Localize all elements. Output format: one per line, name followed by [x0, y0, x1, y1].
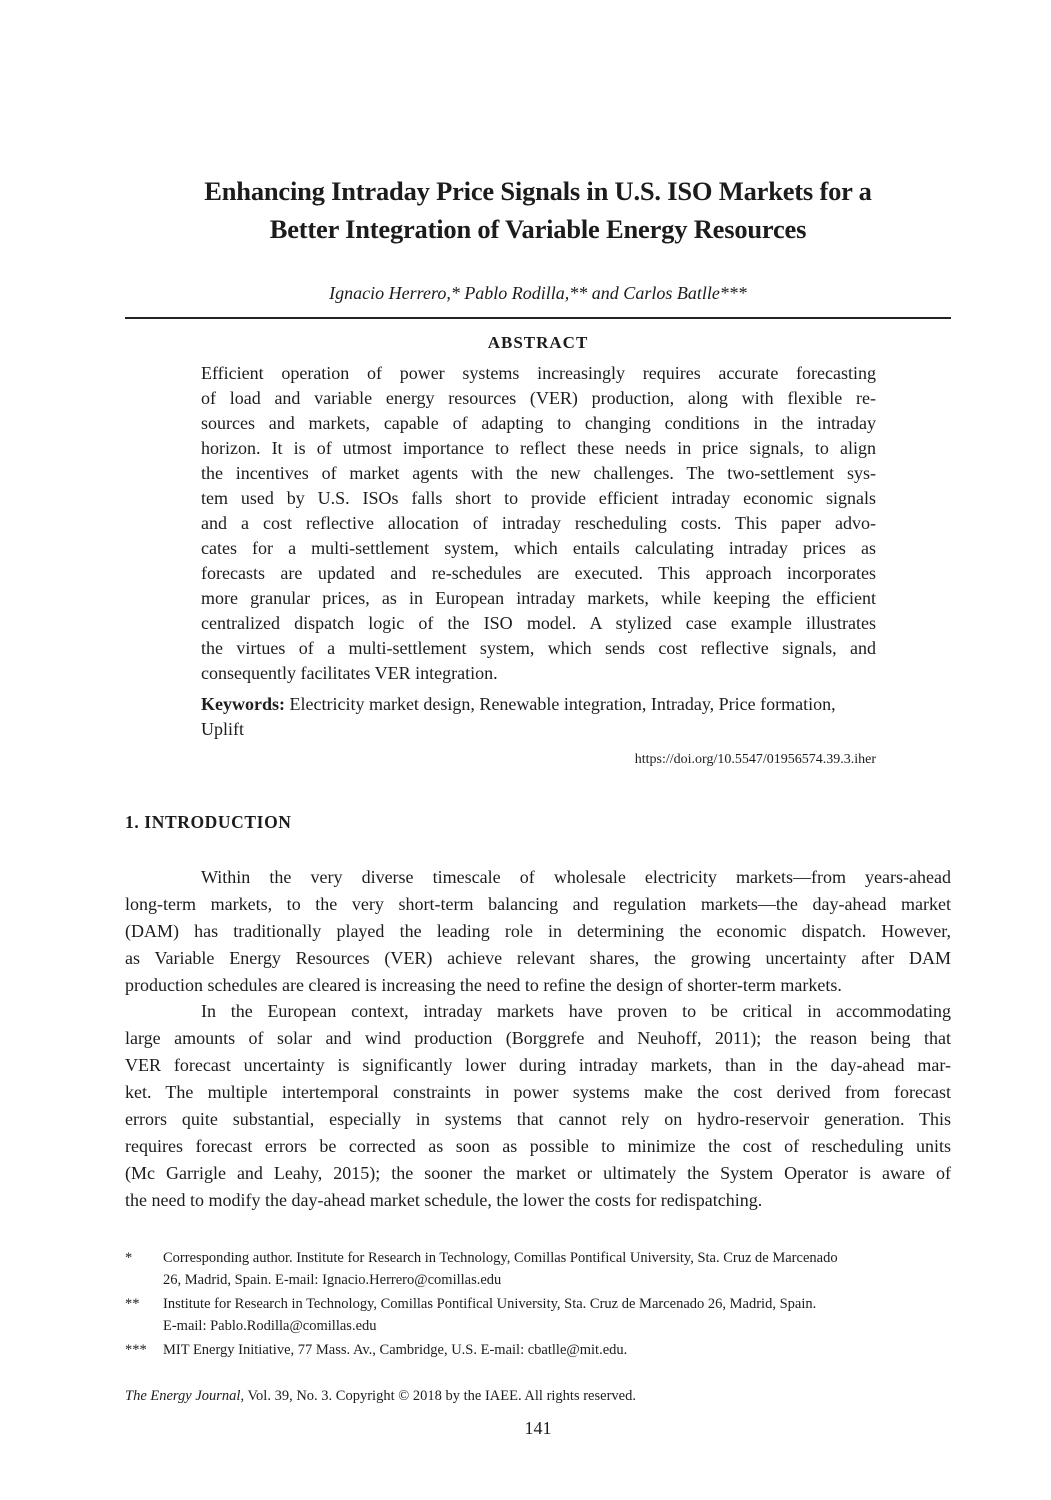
footnote: [125, 1339, 951, 1361]
abstract-line: and a cost reflective allocation of intraday rescheduling costs. This paper advo-: [201, 513, 876, 533]
keywords-label: Keywords:: [201, 694, 285, 714]
footnote-line: Institute for Research in Technology, Comillas Pontifical University, Sta. Cruz de Marcenado 26, Madrid, Spain.: [163, 1296, 817, 1312]
title-line-2: Better Integration of Variable Energy Resources: [269, 214, 807, 244]
footnote-mark: *: [125, 1250, 133, 1266]
intro-line: large amounts of solar and wind production (Borggrefe and Neuhoff, 2011); the reason being that: [125, 1028, 951, 1049]
keywords: [201, 692, 876, 742]
journal-copyright: , Vol. 39, No. 3. Copyright © 2018 by the IAEE. All rights reserved.: [240, 1388, 636, 1404]
footnotes: [125, 1247, 951, 1363]
intro-line: as Variable Energy Resources (VER) achieve relevant shares, the growing uncertainty after DAM: [125, 947, 951, 968]
footnote-mark: ***: [125, 1342, 147, 1358]
page-number: 141: [524, 1418, 552, 1438]
keywords-text: Electricity market design, Renewable integration, Intraday, Price formation, Uplift: [201, 694, 836, 739]
abstract-heading: ABSTRACT: [487, 333, 589, 352]
abstract-line: the virtues of a multi-settlement system, which sends cost reflective signals, and: [201, 638, 876, 658]
intro-line: long-term markets, to the very short-term balancing and regulation markets—the day-ahead market: [125, 893, 951, 914]
abstract-line: more granular prices, as in European intraday markets, while keeping the efficient: [201, 588, 876, 608]
footnote: [125, 1247, 951, 1291]
doi-link[interactable]: https://doi.org/10.5547/01956574.39.3.iher: [634, 752, 876, 767]
footnote-line: Corresponding author. Institute for Research in Technology, Comillas Pontifical University, Sta. Cruz de Marcenado: [163, 1250, 838, 1266]
abstract-body: [201, 361, 876, 686]
abstract-line: cates for a multi-settlement system, which entails calculating intraday prices as: [201, 538, 876, 558]
footnote-mark: **: [125, 1296, 140, 1312]
abstract-line: consequently facilitates VER integration.: [201, 663, 498, 683]
abstract-line: sources and markets, capable of adapting to changing conditions in the intraday: [201, 413, 876, 433]
intro-paragraph: [125, 998, 951, 1213]
author-list: Ignacio Herrero,* Pablo Rodilla,** and Carlos Batlle***: [329, 283, 747, 303]
title-divider: [125, 317, 951, 319]
journal-name: The Energy Journal: [125, 1388, 241, 1404]
abstract-line: centralized dispatch logic of the ISO model. A stylized case example illustrates: [201, 613, 876, 633]
footnote-line: MIT Energy Initiative, 77 Mass. Av., Cambridge, U.S. E-mail: cbatlle@mit.edu.: [163, 1342, 628, 1358]
title-line-1: Enhancing Intraday Price Signals in U.S. ISO Markets for a: [204, 176, 872, 206]
intro-line: production schedules are cleared is increasing the need to refine the design of shorter-term markets.: [125, 974, 842, 995]
abstract-line: of load and variable energy resources (VER) production, along with flexible re-: [201, 388, 876, 408]
footnote-line: E-mail: Pablo.Rodilla@comillas.edu: [163, 1318, 377, 1334]
intro-line: ket. The multiple intertemporal constraints in power systems make the cost derived from forecast: [125, 1082, 951, 1103]
intro-line: (DAM) has traditionally played the leading role in determining the economic dispatch. However,: [125, 920, 951, 941]
intro-line: Within the very diverse timescale of wholesale electricity markets—from years-ahead: [201, 867, 951, 887]
intro-paragraph: [125, 864, 951, 998]
introduction-body: [125, 864, 951, 1214]
paper-title: [125, 172, 951, 248]
section-heading-introduction: 1. INTRODUCTION: [125, 812, 292, 832]
intro-line: In the European context, intraday markets have proven to be critical in accommodating: [201, 1001, 951, 1022]
abstract-line: the incentives of market agents with the new challenges. The two-settlement sys-: [201, 463, 876, 483]
abstract-line: forecasts are updated and re-schedules are executed. This approach incorporates: [201, 563, 876, 583]
abstract-line: tem used by U.S. ISOs falls short to provide efficient intraday economic signals: [201, 488, 876, 508]
intro-line: (Mc Garrigle and Leahy, 2015); the sooner the market or ultimately the System Operator is aware of: [125, 1162, 951, 1183]
footnote-line: 26, Madrid, Spain. E-mail: Ignacio.Herrero@comillas.edu: [163, 1272, 502, 1288]
footnote: [125, 1293, 951, 1337]
journal-citation: [125, 1385, 636, 1407]
intro-line: VER forecast uncertainty is significantly lower during intraday markets, than in the day-ahead mar-: [125, 1055, 951, 1076]
abstract-line: horizon. It is of utmost importance to reflect these needs in price signals, to align: [201, 438, 876, 458]
intro-line: the need to modify the day-ahead market schedule, the lower the costs for redispatching.: [125, 1189, 763, 1210]
intro-line: requires forecast errors be corrected as soon as possible to minimize the cost of rescheduling units: [125, 1135, 951, 1156]
abstract-line: Efficient operation of power systems increasingly requires accurate forecasting: [201, 363, 876, 383]
intro-line: errors quite substantial, especially in systems that cannot rely on hydro-reservoir generation. This: [125, 1109, 951, 1130]
